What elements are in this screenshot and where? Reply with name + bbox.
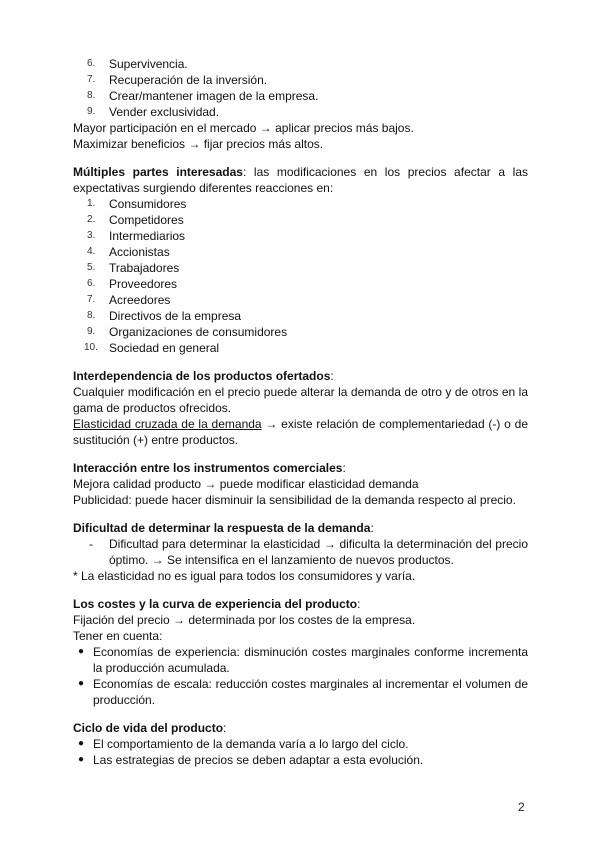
bullet-icon: ●: [78, 738, 85, 749]
section-heading: Ciclo de vida del producto: [73, 721, 224, 735]
ciclo-section: [73, 720, 528, 768]
list-text: Consumidores: [109, 197, 187, 211]
list-number: 4.: [87, 246, 96, 257]
list-item: [73, 340, 528, 356]
elasticity-paragraph: [73, 416, 528, 448]
stakeholders-list: [73, 196, 528, 356]
list-text: Economías de experiencia: disminución costes marginales conforme incrementa la producción acumulada.: [93, 645, 528, 675]
list-text: Proveedores: [109, 277, 178, 291]
bullet-item: [73, 752, 528, 768]
list-number: 7.: [87, 294, 96, 305]
text-line: Fijación del precio → determinada por los costes de la empresa.: [73, 613, 416, 627]
bullet-icon: ●: [78, 678, 85, 689]
list-text: Trabajadores: [109, 261, 180, 275]
heading-colon: :: [342, 461, 346, 475]
dash-marker: -: [89, 537, 93, 551]
heading-colon: :: [357, 597, 361, 611]
list-text: Crear/mantener imagen de la empresa.: [109, 89, 319, 103]
list-number: 8.: [87, 90, 96, 101]
list-item: [73, 56, 528, 72]
footnote-line: * La elasticidad no es igual para todos los consumidores y varía.: [73, 569, 416, 583]
list-text: Dificultad para determinar la elasticidad → dificulta la determinación del precio óptimo. → Se intensifica en el lanzamiento de nuevos productos.: [109, 537, 528, 567]
list-number: 7.: [87, 74, 96, 85]
heading-colon: :: [223, 721, 227, 735]
list-number: 10.: [84, 342, 98, 353]
paragraph-text: Cualquier modificación en el precio puede alterar la demanda de otro y de otros en la gama de productos ofrecidos.: [73, 385, 528, 415]
list-item: [73, 292, 528, 308]
section-heading-line: [73, 720, 528, 736]
paragraph-text: → existe relación de complementariedad (-) o de sustitución (+) entre productos.: [73, 417, 528, 447]
section-heading-line: [73, 368, 528, 384]
page-content: [73, 56, 528, 768]
list-text: El comportamiento de la demanda varía a lo largo del ciclo.: [93, 737, 409, 751]
section-heading: Interdependencia de los productos ofertados: [73, 369, 331, 383]
text-line: Mejora calidad producto → puede modificar elasticidad demanda: [73, 477, 419, 491]
list-number: 5.: [87, 262, 96, 273]
list-text: Las estrategias de precios se deben adaptar a esta evolución.: [93, 753, 424, 767]
dash-list-item: [73, 536, 528, 568]
section-heading: Múltiples partes interesadas: [73, 165, 243, 179]
list-text: Recuperación de la inversión.: [109, 73, 268, 87]
underlined-term: Elasticidad cruzada de la demanda: [73, 417, 262, 431]
list-item: [73, 244, 528, 260]
list-number: 2.: [87, 214, 96, 225]
section-heading: Los costes y la curva de experiencia del producto: [73, 597, 358, 611]
list-text: Acreedores: [109, 293, 171, 307]
list-item: [73, 228, 528, 244]
list-text: Competidores: [109, 213, 184, 227]
interaccion-section: [73, 460, 528, 508]
list-number: 8.: [87, 310, 96, 321]
page-number: 2: [518, 800, 525, 814]
bullet-item: [73, 676, 528, 708]
objectives-list: [73, 56, 528, 120]
section-heading-line: [73, 596, 528, 612]
paragraph-text: : las modificaciones en los precios afectar a las expectativas surgiendo diferentes reacciones en:: [73, 165, 528, 195]
bullet-item: [73, 644, 528, 676]
list-text: Intermediarios: [109, 229, 186, 243]
list-item: [73, 260, 528, 276]
multiples-paragraph: [73, 164, 528, 196]
list-text: Accionistas: [109, 245, 170, 259]
list-text: Vender exclusividad.: [109, 105, 220, 119]
bullet-icon: ●: [78, 646, 85, 657]
bullet-item: [73, 736, 528, 752]
list-item: [73, 104, 528, 120]
list-text: Sociedad en general: [109, 341, 220, 355]
section-heading-line: [73, 460, 528, 476]
bullet-icon: ●: [78, 754, 85, 765]
list-text: Economías de escala: reducción costes marginales al incrementar el volumen de producción.: [93, 677, 528, 707]
section-heading: Interacción entre los instrumentos comerciales: [73, 461, 343, 475]
list-item: [73, 212, 528, 228]
dificultad-section: [73, 520, 528, 584]
list-number: 9.: [87, 326, 96, 337]
list-text: Supervivencia.: [109, 57, 188, 71]
list-item: [73, 308, 528, 324]
list-number: 6.: [87, 58, 96, 69]
text-line: Tener en cuenta:: [73, 629, 163, 643]
heading-colon: :: [370, 521, 374, 535]
list-number: 1.: [87, 198, 96, 209]
list-item: [73, 324, 528, 340]
list-text: Organizaciones de consumidores: [109, 325, 288, 339]
section-heading: Dificultad de determinar la respuesta de la demanda: [73, 521, 371, 535]
list-item: [73, 196, 528, 212]
text-line: Publicidad: puede hacer disminuir la sensibilidad de la demanda respecto al precio.: [73, 493, 516, 507]
list-number: 9.: [87, 106, 96, 117]
list-text: Directivos de la empresa: [109, 309, 242, 323]
interdependencia-section: [73, 368, 528, 448]
heading-colon: :: [330, 369, 334, 383]
list-number: 6.: [87, 278, 96, 289]
list-item: [73, 72, 528, 88]
text-line: Maximizar beneficios → fijar precios más altos.: [73, 137, 324, 151]
list-item: [73, 276, 528, 292]
list-item: [73, 88, 528, 104]
text-line: Mayor participación en el mercado → aplicar precios más bajos.: [73, 121, 414, 135]
list-number: 3.: [87, 230, 96, 241]
costes-section: [73, 596, 528, 708]
section-heading-line: [73, 520, 528, 536]
